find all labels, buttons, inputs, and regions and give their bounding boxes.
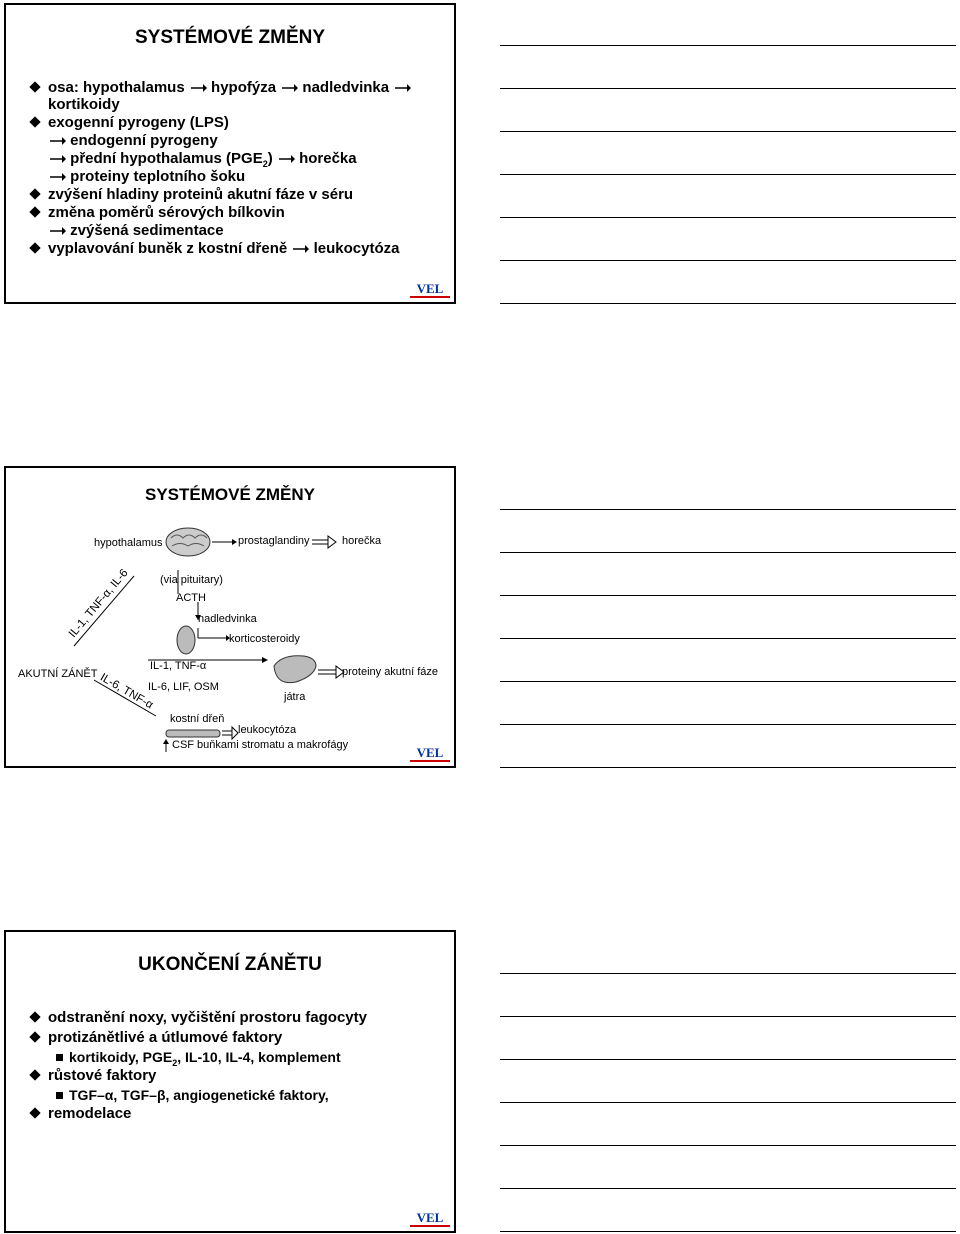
diamond-bullet-icon: [29, 81, 40, 92]
square-bullet-icon: [56, 1054, 63, 1061]
diamond-bullet-icon: [29, 1031, 40, 1042]
diamond-bullet-icon: [29, 1011, 40, 1022]
bullet-exogenni: exogenní pyrogeny (LPS): [28, 114, 229, 132]
vel-logo: [410, 279, 450, 298]
bullet-odstraneni: odstranění noxy, vyčištění prostoru fagocyty: [28, 1009, 367, 1027]
label-il6-lif-osm: IL-6, LIF, OSM: [148, 681, 219, 693]
bullet-zmena: změna poměrů sérových bílkovin: [28, 204, 285, 222]
slide-3-title: UKONČENÍ ZÁNĚTU: [138, 954, 322, 975]
svg-text:VEL: VEL: [416, 281, 444, 296]
liver-icon: [274, 656, 316, 683]
diamond-bullet-icon: [29, 188, 40, 199]
bone-icon: [166, 730, 220, 737]
bullet-remodelace: remodelace: [28, 1105, 131, 1123]
bullet-rustove: růstové faktory: [28, 1067, 156, 1085]
arrow-right-icon: [48, 154, 66, 164]
slide-3: [4, 930, 456, 1233]
label-via-pituitary: (via pituitary): [160, 574, 223, 586]
label-acth: ACTH: [176, 592, 206, 604]
label-proteiny-akutni-faze: proteiny akutní fáze: [342, 666, 439, 678]
diamond-bullet-icon: [29, 1069, 40, 1080]
label-akutni-zanet: AKUTNÍ ZÁNĚT: [18, 668, 98, 680]
slide-1: [4, 3, 456, 304]
diamond-bullet-icon: [29, 116, 40, 127]
vel-logo: [410, 743, 450, 762]
kidney-icon: [177, 626, 195, 654]
svg-text:VEL: VEL: [416, 745, 444, 760]
brain-icon: [166, 528, 210, 556]
bullet-osa: osa: hypothalamus hypofýza nadledvinka: [28, 79, 411, 97]
line-tgf: TGF–α, TGF–β, angiogenetické faktory,: [56, 1086, 329, 1104]
bullet-protizanetlive: protizánětlivé a útlumové faktory: [28, 1029, 282, 1047]
line-sedimentace: zvýšená sedimentace: [48, 222, 224, 240]
line-kortikoidy: kortikoidy: [48, 96, 120, 113]
label-diag-up: IL-1, TNF-α, IL-6: [66, 567, 131, 640]
label-csf: CSF buňkami stromatu a makrofágy: [172, 739, 349, 751]
line-kortikoidy-pge: kortikoidy, $PGE_2$, IL-10, IL-4, komplement: [56, 1048, 341, 1072]
vel-logo: [410, 1208, 450, 1227]
arrow-right-icon: [393, 83, 411, 93]
square-bullet-icon: [56, 1092, 63, 1099]
label-diag-down: IL-6, TNF-α: [98, 671, 155, 712]
bullet-zvyseni: zvýšení hladiny proteinů akutní fáze v séru: [28, 186, 353, 204]
arrow-right-icon: [189, 83, 207, 93]
line-predni-hypothalamus: přední hypothalamus $(PGE_2)$ horečka: [48, 150, 357, 173]
arrow-right-icon: [48, 172, 66, 182]
label-il1-tnf: IL-1, TNF-α: [150, 660, 207, 672]
label-kostni-dren: kostní dřeň: [170, 713, 225, 725]
arrow-right-icon: [277, 154, 295, 164]
label-nadledvinka: nadledvinka: [198, 613, 257, 625]
slide-2: [4, 466, 456, 768]
label-leukocytoza: leukocytóza: [238, 724, 297, 736]
label-prostaglandiny: prostaglandiny: [238, 535, 310, 547]
slide-2-title: SYSTÉMOVÉ ZMĚNY: [144, 485, 316, 504]
diamond-bullet-icon: [29, 206, 40, 217]
arrow-right-icon: [48, 226, 66, 236]
label-hypothalamus: hypothalamus: [94, 537, 163, 549]
line-proteiny-teplotniho: proteiny teplotního šoku: [48, 168, 245, 186]
label-horecka: horečka: [342, 535, 382, 547]
arrow-right-icon: [48, 136, 66, 146]
arrow-right-icon: [280, 83, 298, 93]
diamond-bullet-icon: [29, 1107, 40, 1118]
arrow-right-icon: [291, 244, 309, 254]
label-korticosteroidy: korticosteroidy: [229, 633, 300, 645]
diamond-bullet-icon: [29, 242, 40, 253]
label-jatra: játra: [284, 691, 306, 703]
svg-text:VEL: VEL: [416, 1210, 444, 1225]
line-endogenni: endogenní pyrogeny: [48, 132, 218, 150]
bullet-vyplavovani: vyplavování buněk z kostní dřeně leukocytóza: [28, 240, 399, 258]
slide-1-title: SYSTÉMOVÉ ZMĚNY: [134, 27, 326, 48]
